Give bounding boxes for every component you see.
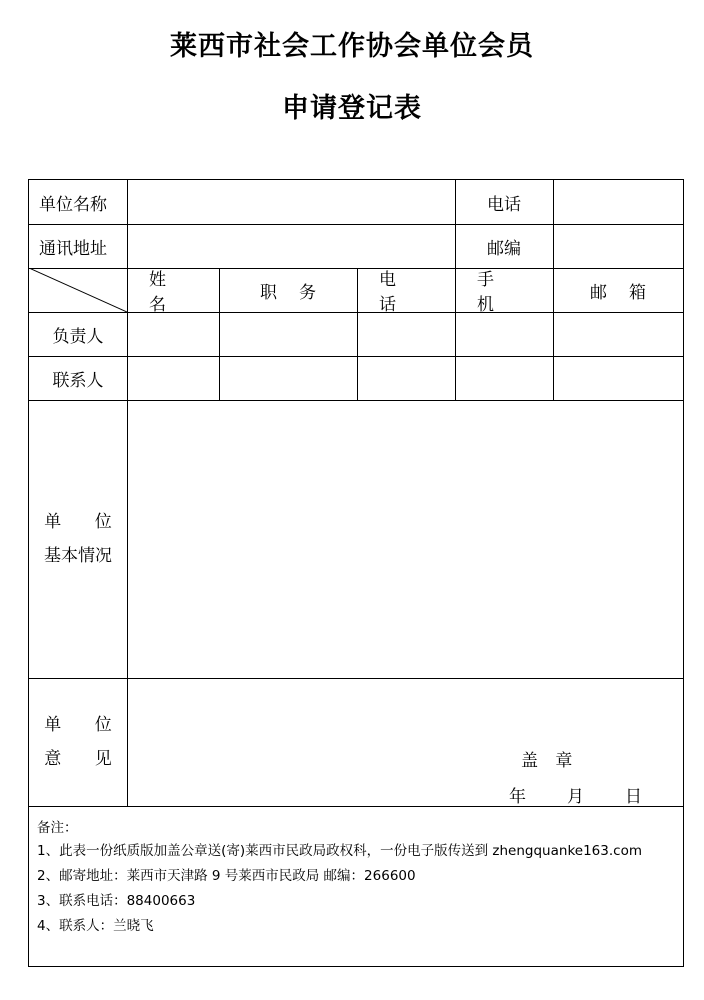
notes-heading: 备注： (37, 820, 78, 836)
row-label-responsible: 负责人 (52, 326, 104, 347)
unit-name-field[interactable] (128, 181, 454, 223)
diagonal-header-cell (29, 268, 127, 312)
basic-info-label-line1: 单 位 (44, 512, 126, 532)
note-item-1: 1、此表一份纸质版加盖公章送(寄)莱西市民政局政权科，一份电子版传送到 zhengquanke163.com (37, 843, 642, 859)
contact-mobile-field[interactable] (456, 357, 552, 399)
phone-label: 电话 (487, 194, 521, 215)
opinion-label-line1: 单 位 (44, 715, 126, 735)
date-year: 年 (509, 787, 526, 807)
column-header-position: 职务 (260, 282, 338, 303)
unit-name-label: 单位名称 (39, 194, 107, 215)
address-label: 通讯地址 (39, 238, 107, 259)
date-day: 日 (625, 787, 642, 807)
postcode-field[interactable] (554, 225, 682, 267)
opinion-label-line2: 意 见 (44, 749, 126, 769)
address-field[interactable] (128, 225, 454, 267)
column-header-name: 姓名 (149, 270, 188, 315)
note-item-4: 4、联系人：兰晓飞 (37, 918, 154, 934)
contact-phone-field[interactable] (358, 357, 454, 399)
basic-info-field[interactable] (128, 401, 682, 677)
column-header-email: 邮箱 (590, 282, 668, 303)
column-header-phone: 电话 (379, 270, 418, 315)
title-line-2: 申请登记表 (282, 93, 422, 124)
contact-email-field[interactable] (554, 357, 682, 399)
opinion-field[interactable] (128, 679, 682, 805)
responsible-email-field[interactable] (554, 313, 682, 355)
basic-info-label (29, 400, 127, 678)
date-month: 月 (567, 787, 584, 807)
responsible-phone-field[interactable] (358, 313, 454, 355)
responsible-mobile-field[interactable] (456, 313, 552, 355)
column-header-mobile: 手机 (477, 270, 516, 315)
opinion-label (29, 678, 127, 806)
contact-position-field[interactable] (220, 357, 356, 399)
phone-field[interactable] (554, 181, 682, 223)
note-item-2: 2、邮寄地址：莱西市天津路 9 号莱西市民政局 邮编：266600 (37, 868, 416, 884)
postcode-label: 邮编 (487, 238, 521, 259)
responsible-position-field[interactable] (220, 313, 356, 355)
registration-form (28, 179, 684, 967)
responsible-name-field[interactable] (128, 313, 218, 355)
note-item-3: 3、联系电话：88400663 (37, 893, 196, 909)
stamp-label: 盖 章 (521, 751, 579, 771)
title-line-1: 莱西市社会工作协会单位会员 (170, 31, 534, 62)
row-label-contact: 联系人 (52, 370, 104, 391)
basic-info-label-line2: 基本情况 (44, 546, 112, 566)
contact-name-field[interactable] (128, 357, 218, 399)
